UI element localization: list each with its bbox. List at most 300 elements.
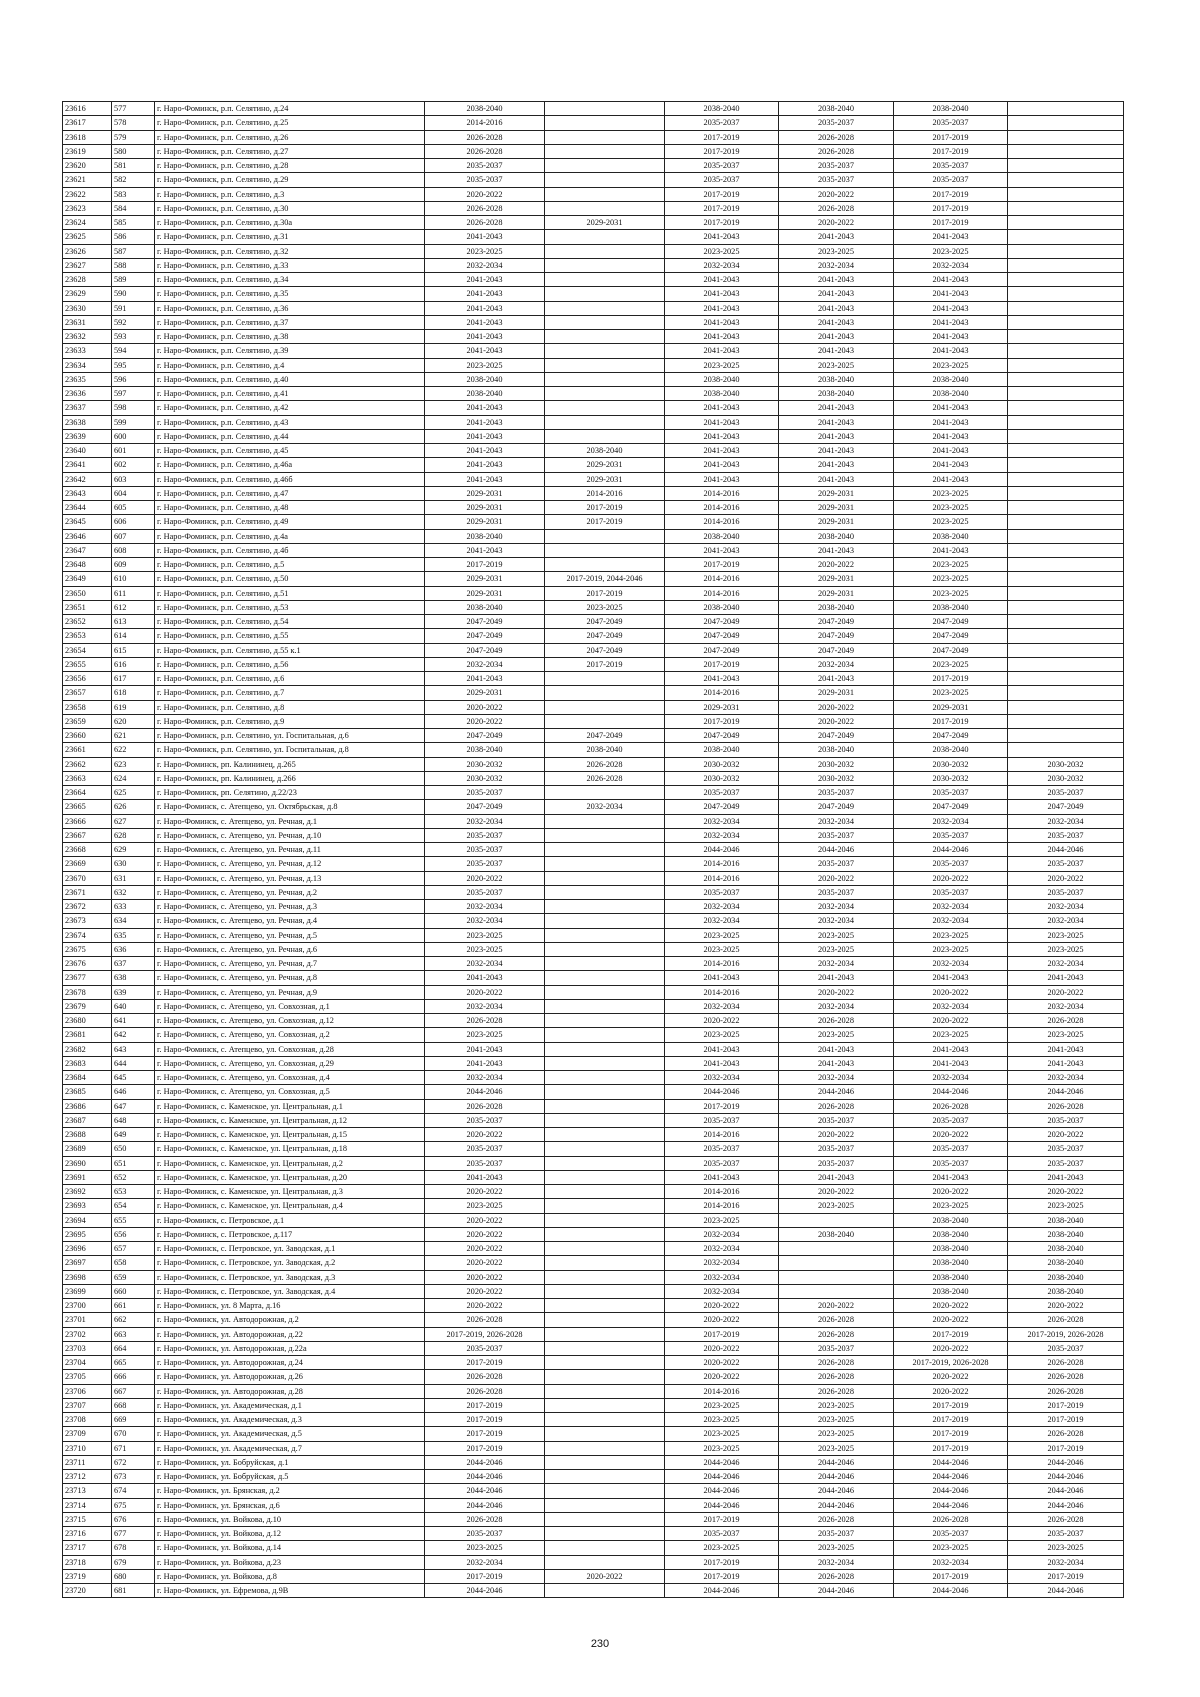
period-cell-5: 2017-2019 (894, 216, 1008, 230)
period-cell-2 (545, 429, 665, 443)
address-cell: г. Наро-Фоминск, р.п. Селятино, д.50 (155, 572, 425, 586)
table-row (63, 1071, 1124, 1085)
period-cell-1: 2038-2040 (425, 372, 545, 386)
period-cell-3: 2017-2019 (665, 216, 779, 230)
period-cell-6 (1008, 358, 1124, 372)
row-number-cell: 678 (112, 1541, 155, 1555)
row-id-cell: 23706 (63, 1384, 112, 1398)
period-cell-6: 2044-2046 (1008, 843, 1124, 857)
period-cell-5: 2032-2034 (894, 1071, 1008, 1085)
period-cell-1: 2020-2022 (425, 1270, 545, 1284)
period-cell-5: 2023-2025 (894, 558, 1008, 572)
period-cell-6 (1008, 287, 1124, 301)
period-cell-5: 2020-2022 (894, 1185, 1008, 1199)
period-cell-2: 2017-2019, 2044-2046 (545, 572, 665, 586)
period-cell-3: 2014-2016 (665, 515, 779, 529)
address-cell: г. Наро-Фоминск, р.п. Селятино, д.53 (155, 600, 425, 614)
period-cell-5: 2017-2019 (894, 1413, 1008, 1427)
address-cell: г. Наро-Фоминск, р.п. Селятино, д.27 (155, 144, 425, 158)
period-cell-3: 2014-2016 (665, 1199, 779, 1213)
address-cell: г. Наро-Фоминск, с. Атепцево, ул. Речная, д.2 (155, 885, 425, 899)
row-number-cell: 646 (112, 1085, 155, 1099)
period-cell-6: 2044-2046 (1008, 1085, 1124, 1099)
period-cell-5: 2038-2040 (894, 1213, 1008, 1227)
period-cell-2: 2047-2049 (545, 615, 665, 629)
row-number-cell: 667 (112, 1384, 155, 1398)
row-id-cell: 23671 (63, 885, 112, 899)
period-cell-5: 2044-2046 (894, 1085, 1008, 1099)
period-cell-2 (545, 1427, 665, 1441)
row-number-cell: 621 (112, 729, 155, 743)
address-cell: г. Наро-Фоминск, ул. Брянская, д.6 (155, 1498, 425, 1512)
address-cell: г. Наро-Фоминск, с. Каменское, ул. Центральная, д.12 (155, 1113, 425, 1127)
address-cell: г. Наро-Фоминск, с. Петровское, ул. Заводская, д.2 (155, 1256, 425, 1270)
row-number-cell: 588 (112, 258, 155, 272)
row-id-cell: 23703 (63, 1341, 112, 1355)
period-cell-4: 2047-2049 (779, 800, 894, 814)
period-cell-1: 2038-2040 (425, 743, 545, 757)
period-cell-3: 2014-2016 (665, 1384, 779, 1398)
row-number-cell: 680 (112, 1569, 155, 1583)
period-cell-2 (545, 985, 665, 999)
period-cell-6: 2020-2022 (1008, 1128, 1124, 1142)
period-cell-1: 2020-2022 (425, 700, 545, 714)
table-row (63, 1413, 1124, 1427)
address-cell: г. Наро-Фоминск, ул. Академическая, д.1 (155, 1398, 425, 1412)
period-cell-4: 2032-2034 (779, 1555, 894, 1569)
period-cell-6 (1008, 686, 1124, 700)
period-cell-1: 2026-2028 (425, 1512, 545, 1526)
period-cell-1: 2041-2043 (425, 543, 545, 557)
period-cell-2 (545, 1356, 665, 1370)
period-cell-5: 2041-2043 (894, 230, 1008, 244)
period-cell-1: 2041-2043 (425, 672, 545, 686)
period-cell-6 (1008, 273, 1124, 287)
period-cell-1: 2017-2019 (425, 1398, 545, 1412)
period-cell-4: 2020-2022 (779, 1128, 894, 1142)
period-cell-1: 2017-2019 (425, 1427, 545, 1441)
row-number-cell: 665 (112, 1356, 155, 1370)
period-cell-1: 2020-2022 (425, 1213, 545, 1227)
period-cell-3: 2023-2025 (665, 1541, 779, 1555)
period-cell-6: 2017-2019 (1008, 1441, 1124, 1455)
address-cell: г. Наро-Фоминск, ул. Ефремова, д.9В (155, 1584, 425, 1598)
period-cell-3: 2032-2034 (665, 914, 779, 928)
row-number-cell: 610 (112, 572, 155, 586)
period-cell-5: 2017-2019, 2026-2028 (894, 1356, 1008, 1370)
table-row (63, 159, 1124, 173)
table-row (63, 401, 1124, 415)
period-cell-6: 2038-2040 (1008, 1256, 1124, 1270)
row-id-cell: 23642 (63, 472, 112, 486)
period-cell-4: 2035-2037 (779, 1527, 894, 1541)
row-number-cell: 612 (112, 600, 155, 614)
period-cell-2 (545, 914, 665, 928)
table-row (63, 1028, 1124, 1042)
address-cell: г. Наро-Фоминск, с. Петровское, ул. Заводская, д.3 (155, 1270, 425, 1284)
row-id-cell: 23697 (63, 1256, 112, 1270)
row-id-cell: 23679 (63, 999, 112, 1013)
row-number-cell: 618 (112, 686, 155, 700)
period-cell-2 (545, 1071, 665, 1085)
period-cell-5: 2035-2037 (894, 857, 1008, 871)
period-cell-6 (1008, 743, 1124, 757)
row-number-cell: 609 (112, 558, 155, 572)
period-cell-1: 2035-2037 (425, 1113, 545, 1127)
period-cell-2: 2029-2031 (545, 216, 665, 230)
row-id-cell: 23639 (63, 429, 112, 443)
address-cell: г. Наро-Фоминск, с. Каменское, ул. Центральная, д.15 (155, 1128, 425, 1142)
address-cell: г. Наро-Фоминск, с. Петровское, д.117 (155, 1227, 425, 1241)
table-row (63, 643, 1124, 657)
period-cell-3: 2047-2049 (665, 643, 779, 657)
period-cell-1: 2023-2025 (425, 942, 545, 956)
table-row (63, 871, 1124, 885)
period-cell-2 (545, 1270, 665, 1284)
table-row (63, 1313, 1124, 1327)
period-cell-5: 2038-2040 (894, 1284, 1008, 1298)
period-cell-5: 2023-2025 (894, 515, 1008, 529)
period-cell-2 (545, 543, 665, 557)
row-id-cell: 23625 (63, 230, 112, 244)
period-cell-2 (545, 401, 665, 415)
table-row (63, 1099, 1124, 1113)
row-number-cell: 619 (112, 700, 155, 714)
table-row (63, 1527, 1124, 1541)
period-cell-6: 2020-2022 (1008, 1185, 1124, 1199)
period-cell-4: 2047-2049 (779, 729, 894, 743)
address-cell: г. Наро-Фоминск, р.п. Селятино, д.44 (155, 429, 425, 443)
row-number-cell: 627 (112, 814, 155, 828)
table-row (63, 686, 1124, 700)
period-cell-1: 2032-2034 (425, 1555, 545, 1569)
period-cell-2 (545, 1327, 665, 1341)
period-cell-4: 2041-2043 (779, 315, 894, 329)
period-cell-6: 2032-2034 (1008, 900, 1124, 914)
period-cell-2 (545, 1527, 665, 1541)
period-cell-2 (545, 1555, 665, 1569)
address-cell: г. Наро-Фоминск, с. Атепцево, ул. Речная, д.7 (155, 957, 425, 971)
address-cell: г. Наро-Фоминск, с. Атепцево, ул. Совхозная, д.29 (155, 1056, 425, 1070)
table-row (63, 458, 1124, 472)
period-cell-5: 2038-2040 (894, 1227, 1008, 1241)
row-number-cell: 664 (112, 1341, 155, 1355)
period-cell-3: 2017-2019 (665, 144, 779, 158)
address-cell: г. Наро-Фоминск, ул. Брянская, д.2 (155, 1484, 425, 1498)
period-cell-6: 2030-2032 (1008, 757, 1124, 771)
period-cell-6 (1008, 102, 1124, 116)
table-row (63, 1541, 1124, 1555)
period-cell-6 (1008, 643, 1124, 657)
row-number-cell: 631 (112, 871, 155, 885)
period-cell-2 (545, 1470, 665, 1484)
row-number-cell: 669 (112, 1413, 155, 1427)
period-cell-3: 2014-2016 (665, 957, 779, 971)
row-id-cell: 23685 (63, 1085, 112, 1099)
table-row (63, 1256, 1124, 1270)
period-cell-3: 2044-2046 (665, 1455, 779, 1469)
period-cell-4: 2035-2037 (779, 116, 894, 130)
period-cell-5: 2020-2022 (894, 1370, 1008, 1384)
period-cell-3: 2014-2016 (665, 486, 779, 500)
address-cell: г. Наро-Фоминск, с. Атепцево, ул. Речная, д.9 (155, 985, 425, 999)
period-cell-3: 2041-2043 (665, 273, 779, 287)
table-row (63, 1242, 1124, 1256)
row-number-cell: 636 (112, 942, 155, 956)
period-cell-4: 2035-2037 (779, 1142, 894, 1156)
period-cell-2 (545, 714, 665, 728)
address-cell: г. Наро-Фоминск, р.п. Селятино, д.45 (155, 444, 425, 458)
period-cell-4: 2044-2046 (779, 1584, 894, 1598)
address-cell: г. Наро-Фоминск, р.п. Селятино, д.38 (155, 330, 425, 344)
period-cell-5: 2023-2025 (894, 358, 1008, 372)
period-cell-2 (545, 558, 665, 572)
period-cell-1: 2041-2043 (425, 301, 545, 315)
address-cell: г. Наро-Фоминск, рп. Селятино, д.22/23 (155, 786, 425, 800)
period-cell-6 (1008, 629, 1124, 643)
table-row (63, 1470, 1124, 1484)
table-row (63, 1113, 1124, 1127)
address-cell: г. Наро-Фоминск, ул. Бобруйская, д.1 (155, 1455, 425, 1469)
period-cell-1: 2047-2049 (425, 615, 545, 629)
period-cell-2: 2038-2040 (545, 444, 665, 458)
period-cell-2 (545, 1227, 665, 1241)
address-cell: г. Наро-Фоминск, р.п. Селятино, д.42 (155, 401, 425, 415)
period-cell-6: 2032-2034 (1008, 814, 1124, 828)
period-cell-6 (1008, 501, 1124, 515)
period-cell-5: 2017-2019 (894, 144, 1008, 158)
table-row (63, 971, 1124, 985)
period-cell-1: 2020-2022 (425, 1284, 545, 1298)
period-cell-6: 2026-2028 (1008, 1099, 1124, 1113)
row-id-cell: 23663 (63, 771, 112, 785)
period-cell-4: 2030-2032 (779, 757, 894, 771)
period-cell-1: 2026-2028 (425, 1099, 545, 1113)
table-row (63, 615, 1124, 629)
period-cell-6: 2035-2037 (1008, 1113, 1124, 1127)
row-number-cell: 632 (112, 885, 155, 899)
period-cell-4: 2026-2028 (779, 1014, 894, 1028)
period-cell-2 (545, 814, 665, 828)
period-cell-5: 2030-2032 (894, 771, 1008, 785)
row-id-cell: 23637 (63, 401, 112, 415)
period-cell-4: 2023-2025 (779, 1413, 894, 1427)
row-id-cell: 23649 (63, 572, 112, 586)
period-cell-1: 2041-2043 (425, 429, 545, 443)
period-cell-4: 2041-2043 (779, 344, 894, 358)
row-id-cell: 23633 (63, 344, 112, 358)
row-id-cell: 23659 (63, 714, 112, 728)
address-cell: г. Наро-Фоминск, р.п. Селятино, д.30 (155, 201, 425, 215)
table-row (63, 315, 1124, 329)
table-row (63, 1284, 1124, 1298)
period-cell-3: 2035-2037 (665, 116, 779, 130)
period-cell-1: 2020-2022 (425, 1128, 545, 1142)
period-cell-4: 2023-2025 (779, 1398, 894, 1412)
period-cell-5: 2017-2019 (894, 714, 1008, 728)
period-cell-1: 2026-2028 (425, 130, 545, 144)
address-cell: г. Наро-Фоминск, р.п. Селятино, д.8 (155, 700, 425, 714)
period-cell-6: 2035-2037 (1008, 857, 1124, 871)
period-cell-1: 2041-2043 (425, 315, 545, 329)
table-row (63, 344, 1124, 358)
period-cell-6 (1008, 458, 1124, 472)
period-cell-1: 2023-2025 (425, 928, 545, 942)
period-cell-6: 2044-2046 (1008, 1584, 1124, 1598)
period-cell-4: 2038-2040 (779, 102, 894, 116)
row-number-cell: 670 (112, 1427, 155, 1441)
address-cell: г. Наро-Фоминск, ул. Войкова, д.8 (155, 1569, 425, 1583)
address-cell: г. Наро-Фоминск, с. Атепцево, ул. Речная, д.13 (155, 871, 425, 885)
period-cell-6 (1008, 159, 1124, 173)
period-cell-6 (1008, 586, 1124, 600)
period-cell-3: 2029-2031 (665, 700, 779, 714)
period-cell-5: 2047-2049 (894, 643, 1008, 657)
period-cell-6: 2044-2046 (1008, 1470, 1124, 1484)
address-cell: г. Наро-Фоминск, с. Атепцево, ул. Совхозная, д.2 (155, 1028, 425, 1042)
period-cell-1: 2026-2028 (425, 1014, 545, 1028)
table-row (63, 757, 1124, 771)
period-cell-5: 2017-2019 (894, 1441, 1008, 1455)
table-row (63, 244, 1124, 258)
address-cell: г. Наро-Фоминск, р.п. Селятино, д.51 (155, 586, 425, 600)
period-cell-4: 2041-2043 (779, 301, 894, 315)
period-cell-1: 2023-2025 (425, 1199, 545, 1213)
period-cell-2 (545, 1584, 665, 1598)
period-cell-4: 2041-2043 (779, 401, 894, 415)
period-cell-5: 2047-2049 (894, 629, 1008, 643)
period-cell-2 (545, 130, 665, 144)
period-cell-1: 2020-2022 (425, 985, 545, 999)
address-cell: г. Наро-Фоминск, р.п. Селятино, д.7 (155, 686, 425, 700)
address-cell: г. Наро-Фоминск, рп. Калининец, д.265 (155, 757, 425, 771)
row-number-cell: 615 (112, 643, 155, 657)
table-row (63, 1185, 1124, 1199)
period-cell-3: 2038-2040 (665, 102, 779, 116)
period-cell-4: 2020-2022 (779, 187, 894, 201)
period-cell-4: 2020-2022 (779, 871, 894, 885)
row-number-cell: 661 (112, 1299, 155, 1313)
row-number-cell: 604 (112, 486, 155, 500)
row-number-cell: 662 (112, 1313, 155, 1327)
period-cell-6: 2044-2046 (1008, 1484, 1124, 1498)
table-row (63, 985, 1124, 999)
row-id-cell: 23629 (63, 287, 112, 301)
period-cell-2 (545, 1142, 665, 1156)
table-row (63, 771, 1124, 785)
row-id-cell: 23646 (63, 529, 112, 543)
period-cell-1: 2035-2037 (425, 159, 545, 173)
row-number-cell: 625 (112, 786, 155, 800)
address-cell: г. Наро-Фоминск, ул. Войкова, д.23 (155, 1555, 425, 1569)
period-cell-1: 2030-2032 (425, 771, 545, 785)
period-cell-1: 2032-2034 (425, 914, 545, 928)
address-cell: г. Наро-Фоминск, с. Атепцево, ул. Речная, д.10 (155, 828, 425, 842)
period-cell-5: 2041-2043 (894, 315, 1008, 329)
period-cell-3: 2035-2037 (665, 786, 779, 800)
row-number-cell: 605 (112, 501, 155, 515)
period-cell-4: 2023-2025 (779, 1441, 894, 1455)
address-cell: г. Наро-Фоминск, р.п. Селятино, д.4 (155, 358, 425, 372)
period-cell-5: 2023-2025 (894, 572, 1008, 586)
period-cell-5: 2041-2043 (894, 429, 1008, 443)
period-cell-1: 2017-2019 (425, 558, 545, 572)
period-cell-1: 2026-2028 (425, 216, 545, 230)
table-row (63, 287, 1124, 301)
table-row (63, 928, 1124, 942)
row-id-cell: 23662 (63, 757, 112, 771)
table-row (63, 1569, 1124, 1583)
row-number-cell: 617 (112, 672, 155, 686)
period-cell-5: 2020-2022 (894, 1341, 1008, 1355)
period-cell-5: 2044-2046 (894, 1498, 1008, 1512)
row-id-cell: 23621 (63, 173, 112, 187)
period-cell-2 (545, 1284, 665, 1298)
period-cell-6: 2023-2025 (1008, 1199, 1124, 1213)
address-cell: г. Наро-Фоминск, р.п. Селятино, д.25 (155, 116, 425, 130)
address-cell: г. Наро-Фоминск, с. Каменское, ул. Центральная, д.4 (155, 1199, 425, 1213)
row-number-cell: 584 (112, 201, 155, 215)
period-cell-3: 2014-2016 (665, 572, 779, 586)
period-cell-2 (545, 230, 665, 244)
period-cell-5: 2041-2043 (894, 971, 1008, 985)
period-cell-3: 2047-2049 (665, 800, 779, 814)
period-cell-3: 2032-2034 (665, 258, 779, 272)
address-cell: г. Наро-Фоминск, с. Атепцево, ул. Речная, д.4 (155, 914, 425, 928)
period-cell-4: 2041-2043 (779, 672, 894, 686)
address-cell: г. Наро-Фоминск, ул. Бобруйская, д.5 (155, 1470, 425, 1484)
row-id-cell: 23635 (63, 372, 112, 386)
table-row (63, 1299, 1124, 1313)
period-cell-3: 2032-2034 (665, 1242, 779, 1256)
address-cell: г. Наро-Фоминск, с. Атепцево, ул. Совхозная, д.1 (155, 999, 425, 1013)
period-cell-4: 2020-2022 (779, 216, 894, 230)
address-cell: г. Наро-Фоминск, р.п. Селятино, ул. Госпитальная, д.8 (155, 743, 425, 757)
row-number-cell: 594 (112, 344, 155, 358)
period-cell-3: 2020-2022 (665, 1299, 779, 1313)
period-cell-3: 2035-2037 (665, 1113, 779, 1127)
period-cell-6: 2035-2037 (1008, 885, 1124, 899)
address-cell: г. Наро-Фоминск, р.п. Селятино, д.40 (155, 372, 425, 386)
row-id-cell: 23670 (63, 871, 112, 885)
period-cell-2 (545, 1156, 665, 1170)
period-cell-5: 2044-2046 (894, 1584, 1008, 1598)
period-cell-2 (545, 358, 665, 372)
address-cell: г. Наро-Фоминск, ул. Автодорожная, д.22 (155, 1327, 425, 1341)
row-number-cell: 637 (112, 957, 155, 971)
address-cell: г. Наро-Фоминск, р.п. Селятино, д.28 (155, 159, 425, 173)
address-cell: г. Наро-Фоминск, ул. Войкова, д.14 (155, 1541, 425, 1555)
period-cell-4: 2020-2022 (779, 1185, 894, 1199)
period-cell-3: 2032-2034 (665, 1284, 779, 1298)
period-cell-3: 2044-2046 (665, 1470, 779, 1484)
row-id-cell: 23716 (63, 1527, 112, 1541)
row-id-cell: 23699 (63, 1284, 112, 1298)
period-cell-6: 2017-2019, 2026-2028 (1008, 1327, 1124, 1341)
period-cell-1: 2041-2043 (425, 1056, 545, 1070)
row-id-cell: 23689 (63, 1142, 112, 1156)
row-id-cell: 23686 (63, 1099, 112, 1113)
address-cell: г. Наро-Фоминск, с. Атепцево, ул. Совхозная, д.12 (155, 1014, 425, 1028)
period-cell-2: 2026-2028 (545, 771, 665, 785)
period-cell-5: 2032-2034 (894, 900, 1008, 914)
table-row (63, 1270, 1124, 1284)
period-cell-3: 2014-2016 (665, 985, 779, 999)
period-cell-5: 2032-2034 (894, 914, 1008, 928)
row-id-cell: 23694 (63, 1213, 112, 1227)
period-cell-1: 2035-2037 (425, 1156, 545, 1170)
period-cell-3: 2038-2040 (665, 529, 779, 543)
